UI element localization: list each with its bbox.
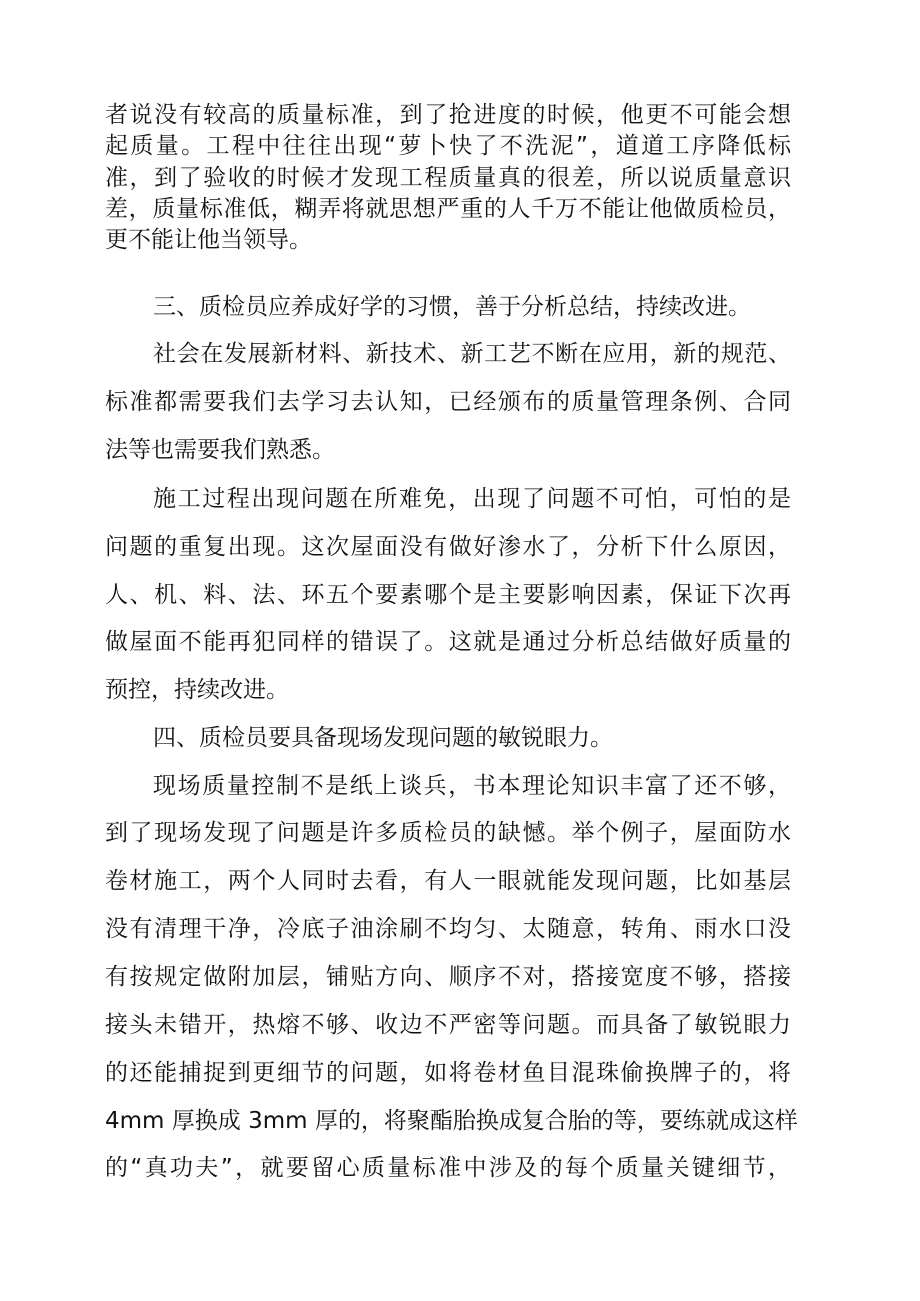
text-line: 问题的重复出现。这次屋面没有做好渗水了，分析下什么原因， [105,534,791,560]
text-line: 现场质量控制不是纸上谈兵，书本理论知识丰富了还不够， [153,773,791,799]
text-line: 人、机、料、法、环五个要素哪个是主要影响因素，保证下次再 [105,582,791,608]
text-line: 社会在发展新材料、新技术、新工艺不断在应用，新的规范、 [153,341,791,367]
text-line: 接头未错开，热熔不够、收边不严密等问题。而具备了敏锐眼力 [105,1012,791,1038]
text-line: 预控，持续改进。 [105,677,289,703]
text-line: 更不能让他当领导。 [105,227,312,253]
text-line: 没有清理干净，冷底子油涂刷不均匀、太随意，转角、雨水口没 [105,916,791,942]
text-line: 准，到了验收的时候才发现工程质量真的很差，所以说质量意识 [105,165,791,191]
text-line: 者说没有较高的质量标准，到了抢进度的时候，他更不可能会想 [105,102,791,128]
text-line: 标准都需要我们去学习去认知，已经颁布的质量管理条例、合同 [105,389,791,415]
text-line: 卷材施工，两个人同时去看，有人一眼就能发现问题，比如基层 [105,868,791,894]
text-line: 做屋面不能再犯同样的错误了。这就是通过分析总结做好质量的 [105,629,791,655]
text-line: 4mm 厚换成 3mm 厚的，将聚酯胎换成复合胎的等，要练就成这样 [105,1108,798,1134]
text-line: 差，质量标准低，糊弄将就思想严重的人千万不能让他做质检员， [105,196,791,222]
section-heading: 四、质检员要具备现场发现问题的敏锐眼力。 [153,725,613,751]
text-line: 施工过程出现问题在所难免，出现了问题不可怕，可怕的是 [153,486,791,512]
text-line: 到了现场发现了问题是许多质检员的缺憾。举个例子，屋面防水 [105,820,791,846]
text-line: 有按规定做附加层，铺贴方向、顺序不对，搭接宽度不够，搭接 [105,964,791,990]
section-heading: 三、质检员应养成好学的习惯，善于分析总结，持续改进。 [153,294,751,320]
text-line: 起质量。工程中往往出现“萝卜快了不洗泥”，道道工序降低标 [105,133,791,159]
text-line: 的还能捕捉到更细节的问题，如将卷材鱼目混珠偷换牌子的，将 [105,1060,791,1086]
text-line: 法等也需要我们熟悉。 [105,437,335,463]
text-line: 的“真功夫”，就要留心质量标准中涉及的每个质量关键细节， [105,1155,791,1181]
